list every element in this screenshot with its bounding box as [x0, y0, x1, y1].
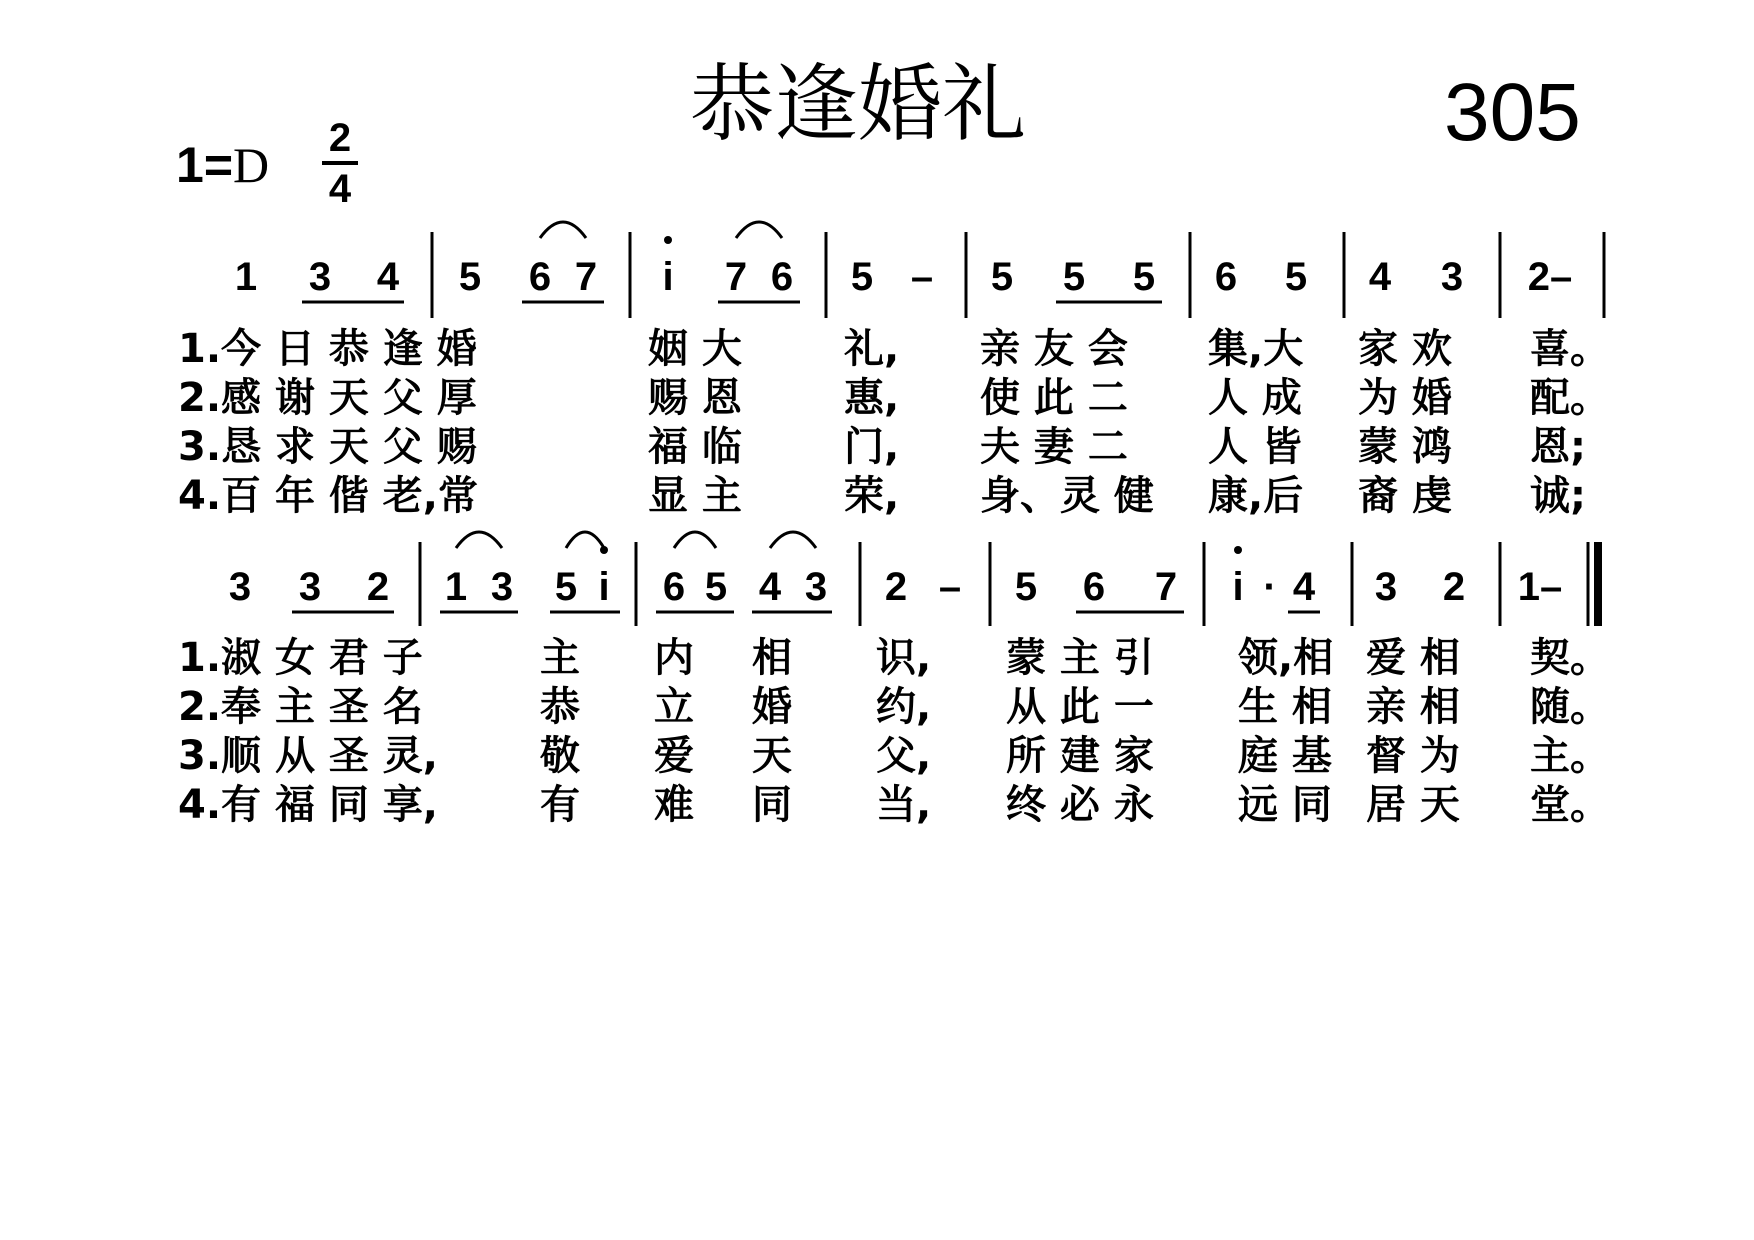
- lyric-segment: 康,后: [1208, 473, 1304, 519]
- slur: [770, 532, 816, 548]
- lyric-segment: 远 同: [1238, 782, 1332, 828]
- lyric-segment: 1.淑 女 君 子: [178, 635, 423, 681]
- lyric-segment: 配。: [1530, 375, 1610, 421]
- note: i: [1232, 565, 1244, 609]
- lyric-segment: 主: [540, 635, 580, 681]
- hymn-number: 305: [1444, 67, 1581, 158]
- note: 4: [1292, 565, 1316, 609]
- note: 6: [1214, 255, 1238, 299]
- lyric-segment: 契。: [1530, 635, 1610, 681]
- lyric-segment: 终 必 永: [1006, 782, 1154, 828]
- lyric-segment: 4.百 年 偕 老,常: [178, 473, 478, 519]
- lyric-segment: 居 天: [1366, 782, 1460, 828]
- time-signature-top: 2: [328, 116, 352, 160]
- note: 1–: [1517, 565, 1563, 609]
- lyric-segment: 天: [752, 733, 792, 779]
- lyric-segment: 赐 恩: [648, 375, 742, 421]
- note: 3: [490, 565, 514, 609]
- note: 6: [528, 255, 552, 299]
- note: i: [662, 255, 674, 299]
- lyric-segment: 4.有 福 同 享,: [178, 782, 438, 828]
- verse-line-2-2: [178, 684, 1610, 730]
- lyric-segment: 庭 基: [1238, 733, 1332, 779]
- slur: [456, 532, 502, 548]
- lyric-segment: 主。: [1530, 733, 1610, 779]
- lyric-segment: 1.今 日 恭 逢 婚: [178, 326, 477, 372]
- note: 5: [1062, 255, 1086, 299]
- lyric-segment: 裔 虔: [1358, 473, 1452, 519]
- note: i: [598, 565, 610, 609]
- verse-line-2-1: [178, 635, 1610, 681]
- lyric-segment: 福 临: [648, 424, 742, 470]
- lyric-segment: 相: [752, 635, 792, 681]
- note: 5: [1014, 565, 1038, 609]
- lyric-segment: 3.顺 从 圣 灵,: [178, 733, 438, 779]
- lyric-segment: 集,大: [1208, 326, 1304, 372]
- lyric-segment: 爱 相: [1366, 635, 1460, 681]
- lyric-segment: 礼,: [844, 326, 900, 372]
- lyric-segment: 亲 友 会: [980, 326, 1128, 372]
- verse-line-1-1: [178, 326, 1610, 372]
- lyric-segment: 有: [540, 782, 580, 828]
- note: 3: [228, 565, 252, 609]
- note-dash: –: [938, 565, 962, 609]
- lyric-segment: 荣,: [844, 473, 900, 519]
- lyric-segment: 敬: [540, 733, 580, 779]
- note: 7: [724, 255, 748, 299]
- verse-line-1-3: [178, 424, 1586, 470]
- note: 6: [1082, 565, 1106, 609]
- lyric-segment: 恭: [540, 684, 580, 730]
- key-tonic: 1: [176, 137, 204, 193]
- slur: [566, 532, 604, 548]
- lyric-segment: 爱: [654, 733, 694, 779]
- lyric-segment: 领,相: [1238, 635, 1334, 681]
- note: 5: [458, 255, 482, 299]
- note: 1: [444, 565, 468, 609]
- note: 1: [234, 255, 258, 299]
- lyric-segment: 同: [752, 782, 792, 828]
- verse-line-2-4: [178, 782, 1610, 828]
- lyric-segment: 识,: [876, 635, 932, 681]
- note: 5: [1284, 255, 1308, 299]
- verse-line-2-3: [178, 733, 1610, 779]
- lyric-segment: 内: [654, 635, 694, 681]
- lyric-segment: 恩;: [1530, 424, 1586, 470]
- lyric-segment: 当,: [876, 782, 932, 828]
- lyric-segment: 约,: [876, 684, 932, 730]
- verse-line-1-4: [178, 473, 1586, 519]
- lyric-segment: 2.感 谢 天 父 厚: [178, 375, 477, 421]
- lyric-segment: 婚: [752, 684, 792, 730]
- lyric-segment: 家 欢: [1358, 326, 1452, 372]
- lyric-segment: 姻 大: [648, 326, 742, 372]
- note: 2: [1442, 565, 1466, 609]
- lyric-segment: 难: [654, 782, 694, 828]
- lyric-segment: 立: [654, 684, 694, 730]
- lyric-segment: 为 婚: [1358, 375, 1452, 421]
- slur: [540, 222, 586, 238]
- octave-dot: [1234, 546, 1242, 554]
- note: 7: [574, 255, 598, 299]
- note-dash: –: [910, 255, 934, 299]
- lyric-segment: 惠,: [844, 375, 900, 421]
- lyric-segment: 3.恳 求 天 父 赐: [178, 424, 477, 470]
- note: 5: [554, 565, 578, 609]
- lyric-segment: 督 为: [1366, 733, 1460, 779]
- note: 3: [1440, 255, 1464, 299]
- lyric-segment: 从 此 一: [1006, 684, 1154, 730]
- lyric-segment: 诚;: [1530, 473, 1586, 519]
- key-name: D: [233, 137, 270, 193]
- lyric-segment: 蒙 主 引: [1006, 635, 1154, 681]
- hymn-title: 恭逢婚礼: [690, 55, 1027, 153]
- note: 5: [704, 565, 728, 609]
- note: 2: [884, 565, 908, 609]
- lyric-segment: 人 成: [1208, 375, 1302, 421]
- note: 6: [770, 255, 794, 299]
- key-equals: =: [203, 137, 234, 193]
- note: 4: [758, 565, 782, 609]
- note: 2: [366, 565, 390, 609]
- lyric-segment: 使 此 二: [980, 375, 1128, 421]
- score-line-2: [229, 532, 1598, 626]
- lyric-segment: 堂。: [1530, 782, 1610, 828]
- lyric-segment: 喜。: [1530, 326, 1610, 372]
- lyric-segment: 2.奉 主 圣 名: [178, 684, 423, 730]
- note: 6: [662, 565, 686, 609]
- score-line-1: [235, 222, 1604, 318]
- slur: [674, 532, 716, 548]
- verse-line-1-2: [178, 375, 1610, 421]
- slurs-line-1: [540, 222, 782, 238]
- lyric-segment: 身、灵 健: [980, 473, 1154, 519]
- lyric-segment: 父,: [876, 733, 932, 779]
- dot-rhythm: ·: [1263, 565, 1277, 609]
- lyric-segment: 所 建 家: [1006, 733, 1154, 779]
- note: 3: [308, 255, 332, 299]
- lyric-segment: 人 皆: [1208, 424, 1302, 470]
- lyric-segment: 显 主: [648, 473, 742, 519]
- lyric-segment: 亲 相: [1366, 684, 1460, 730]
- note: 3: [1374, 565, 1398, 609]
- lyric-segment: 随。: [1530, 684, 1610, 730]
- slur: [736, 222, 782, 238]
- note: 3: [298, 565, 322, 609]
- lyric-segment: 门,: [844, 424, 900, 470]
- lyric-segment: 夫 妻 二: [980, 424, 1128, 470]
- note: 3: [804, 565, 828, 609]
- note: 7: [1154, 565, 1178, 609]
- lyric-segment: 蒙 鸿: [1358, 424, 1452, 470]
- note: 2–: [1527, 255, 1573, 299]
- note: 5: [990, 255, 1014, 299]
- note: 4: [1368, 255, 1392, 299]
- note: 5: [1132, 255, 1156, 299]
- barlines-line-1: [432, 232, 1604, 318]
- note: 4: [376, 255, 400, 299]
- octave-dot: [600, 546, 608, 554]
- lyric-segment: 生 相: [1238, 684, 1332, 730]
- note: 5: [850, 255, 874, 299]
- octave-dot: [664, 236, 672, 244]
- time-signature-bottom: 4: [328, 167, 352, 211]
